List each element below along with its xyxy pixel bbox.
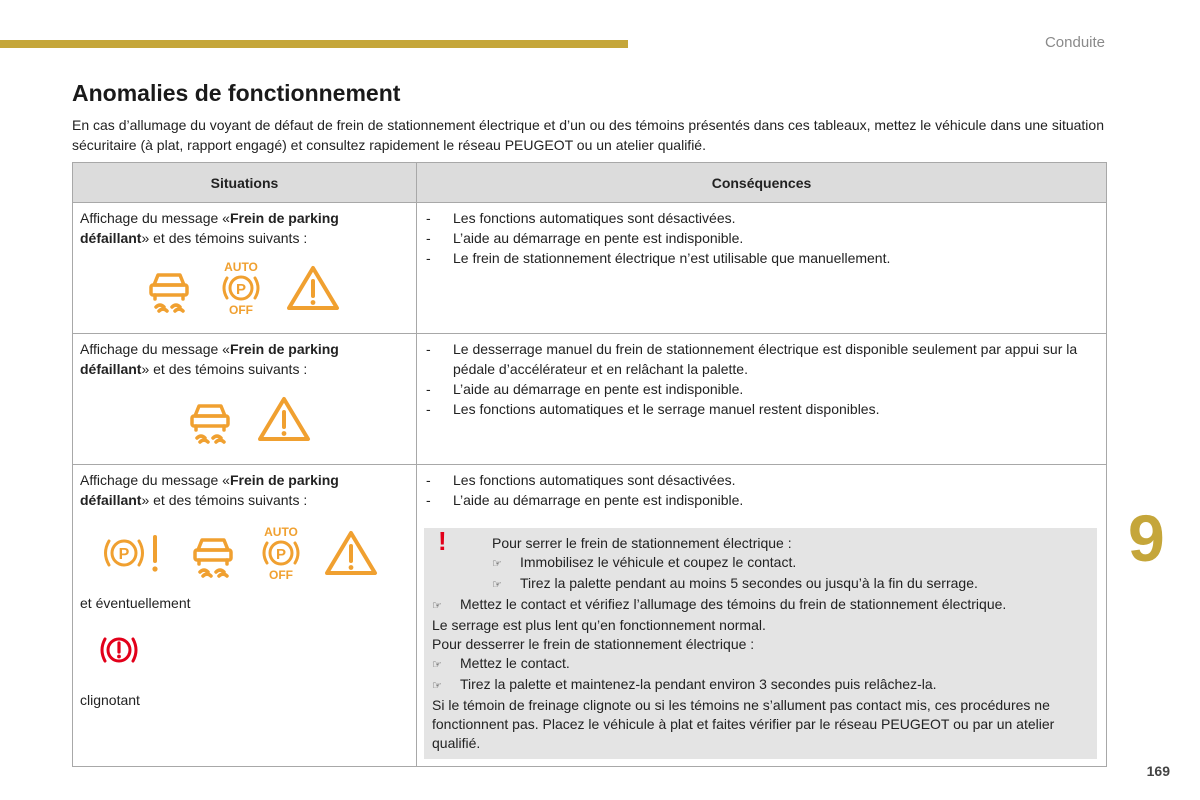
list-item: - L’aide au démarrage en pente est indisponible. [424,228,1099,248]
brake-warning-icon [98,633,140,667]
release-title: Pour desserrer le frein de stationnement électrique : [432,636,755,652]
pointing-hand-icon: ☞ [432,600,442,612]
pointing-hand-icon: ☞ [492,558,502,570]
warning-box [424,528,1097,759]
consequences-cell [417,203,1107,334]
tighten-step: ☞ Mettez le contact et vérifiez l’allumage des témoins du frein de stationnement électrique. [432,595,1089,616]
park-brake-fault-icon [98,531,164,575]
situation-text: Affichage du message «Frein de parking défaillant» et des témoins suivants : [80,341,339,377]
pointing-hand-icon: ☞ [492,579,502,591]
list-item: - Le desserrage manuel du frein de stationnement électrique est disponible seulement par appui sur la pédale d’accélérateur et en relâchant la palette. [424,339,1099,379]
column-header-situations: Situations [73,163,417,203]
traction-control-icon [185,394,235,444]
svg-text:P: P [118,546,130,563]
list-item: - Le frein de stationnement électrique n’est utilisable que manuellement. [424,248,1099,268]
traction-control-icon [144,263,194,313]
page-title: Anomalies de fonctionnement [72,80,401,106]
tighten-title: Pour serrer le frein de stationnement électrique : [492,535,792,551]
list-item: - L’aide au démarrage en pente est indisponible. [424,490,1099,510]
svg-text:P: P [235,281,247,298]
warning-triangle-icon [286,264,340,312]
svg-text:AUTO: AUTO [224,260,258,274]
svg-text:AUTO: AUTO [264,525,298,539]
exclamation-icon: ! [438,526,447,556]
table-row [73,465,1107,767]
faults-table [72,162,1107,767]
situation-cell [73,465,417,767]
warning-triangle-icon [257,395,311,443]
column-header-consequences: Conséquences [417,163,1107,203]
warning-lights [144,260,409,316]
table-header-row [73,163,1107,203]
release-step: ☞ Mettez le contact. [432,654,1089,675]
table-row [73,203,1107,334]
section-label: Conduite [1044,34,1105,51]
header-accent-bar [0,40,628,48]
situation-cell [73,334,417,465]
pointing-hand-icon: ☞ [432,659,442,671]
consequences-list [424,339,1099,419]
consequences-cell [417,465,1107,767]
chapter-number: 9 [1128,501,1165,575]
svg-text:OFF: OFF [269,568,293,581]
page-number: 169 [1146,763,1170,779]
situation-cell [73,203,417,334]
consequences-list [424,470,1099,510]
auto-park-off-icon [216,260,266,316]
pointing-hand-icon: ☞ [432,680,442,692]
release-step: ☞ Tirez la palette et maintenez-la pendant environ 3 secondes puis relâchez-la. [432,675,1089,696]
tighten-step: ☞ Immobilisez le véhicule et coupez le contact. [432,553,1089,574]
tighten-step: ☞ Tirez la palette pendant au moins 5 secondes ou jusqu’à la fin du serrage. [432,574,1089,595]
traction-control-icon [188,528,238,578]
situation-text: Affichage du message «Frein de parking défaillant» et des témoins suivants : [80,472,339,508]
warning-lights [98,525,409,581]
slow-note: Le serrage est plus lent qu’en fonctionnement normal. [432,617,766,633]
table-row [73,334,1107,465]
consequences-list [424,208,1099,268]
blinking-label: clignotant [80,692,140,708]
warning-triangle-icon [324,529,378,577]
warning-lights [185,394,409,444]
auto-park-off-icon [256,525,306,581]
list-item: - Les fonctions automatiques sont désactivées. [424,470,1099,490]
svg-text:P: P [275,546,287,563]
eventually-label: et éventuellement [80,595,191,611]
consequences-cell [417,334,1107,465]
brake-warning-light [98,633,409,672]
list-item: - L’aide au démarrage en pente est indisponible. [424,379,1099,399]
final-note: Si le témoin de freinage clignote ou si les témoins ne s’allument pas contact mis, ces procédures ne fonctionnent pas. Placez le véhicule à plat et faites vérifier par le réseau PEUGEOT ou par un atelier qualifié. [432,697,1055,751]
svg-text:OFF: OFF [229,303,253,316]
list-item: - Les fonctions automatiques et le serrage manuel restent disponibles. [424,399,1099,419]
list-item: - Les fonctions automatiques sont désactivées. [424,208,1099,228]
intro-paragraph: En cas d’allumage du voyant de défaut de frein de stationnement électrique et d’un ou des témoins présentés dans ces tableaux, mettez le véhicule dans une situation sécuritaire (à plat, rapport engagé) et consultez rapidement le réseau PEUGEOT ou un atelier qualifié. [72,117,1104,153]
situation-text: Affichage du message «Frein de parking défaillant» et des témoins suivants : [80,210,339,246]
